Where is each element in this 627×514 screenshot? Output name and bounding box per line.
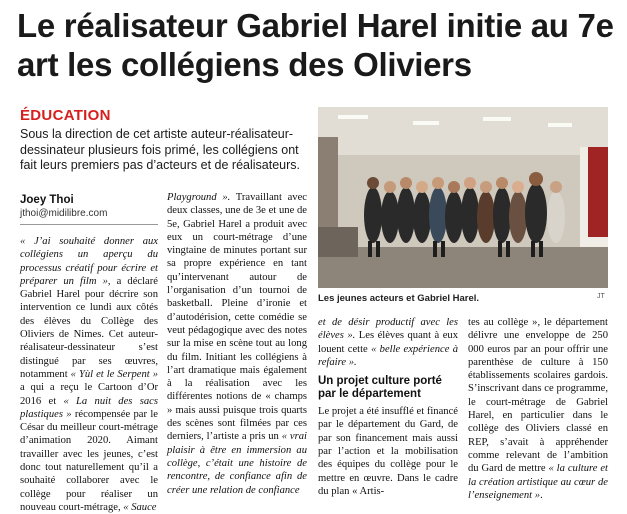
photo-caption: Les jeunes acteurs et Gabriel Harel. [318, 293, 480, 304]
subheading: Un projet culture porté par le département [318, 375, 442, 401]
quote: « la culture et la création artistique au cœur de l’enseignement » [468, 463, 608, 501]
quote: « La nuit des sacs plastiques » [20, 395, 158, 420]
photo-credit: JT [597, 293, 605, 300]
article-column-3 [318, 316, 458, 498]
body-text: , a déclaré Gabriel Harel pour décrire son intervention ce lundi aux côtés des élèves du Collège des Oliviers de Nimes. Cet auteur-réalisateur-dessinateur s’est distingué par ses œuvres, notamment [20, 275, 158, 380]
body-text: récompensée par le César du meilleur court-métrage d’animation 2020. Aimant travailler avec les jeunes, c’est donc tout naturellement qu’il a souhaité collaborer avec le collège pour réaliser un nouveau court-métrage, [20, 408, 158, 513]
article-column-1 [20, 235, 158, 514]
body-text: Les élèves quant à eux louent cette [318, 330, 459, 355]
quote: « belle expérience à refaire ». [318, 343, 458, 368]
lead-paragraph: Sous la direction de cet artiste auteur-réalisateur-dessinateur plusieurs fois primé, les collégiens ont fait leurs premiers pas d’acteurs et de réalisateurs. [20, 127, 300, 173]
body-text: Le projet a été insufflé et financé par le département du Gard, de par son financement mais aussi par l’action et la mobilisation des équipes du collège pour le mettre en œuvre. Dans le cadre du plan « Artis- [318, 406, 458, 497]
quote: « J’ai souhaité donner aux collégiens un aperçu du processus créatif pour écrire et préparer un film » [20, 236, 158, 287]
group-photo-illustration [318, 107, 608, 288]
body-text: Travaillant avec deux classes, une de 3e et une de 5e, Gabriel Harel a produit avec eux un court-métrage d’une vingtaine de minutes portant sur sa propre expérience en tant qu’intervenant autour de l’organisation d’un tournoi de basketball. Pleine d’ironie et d’autodérision, cette comédie se veut pédagogique avec des notes sur la mise en scène tout au long du film. Initiant les collégiens à l’art dramatique mais également à la réalisation avec les différentes notions de « champs » mais aussi puisque trois quarts des scènes sont filmées par ces derniers, l’artiste a pris un [167, 192, 307, 443]
article-column-4 [468, 316, 608, 502]
quote: Playground ». [167, 192, 231, 203]
headline: Le réalisateur Gabriel Harel initie au 7e art les collégiens des Oliviers [17, 7, 614, 83]
quote: et de désir productif avec les élèves ». [318, 317, 458, 342]
byline-divider [20, 224, 158, 225]
article-photo [318, 107, 608, 288]
quote: « Sauce [123, 501, 157, 513]
quote: « vrai plaisir à être en immersion au collège, c’était une histoire de rencontre, de confiance afin de créer une relation de confiance [167, 431, 307, 496]
section-label: ÉDUCATION [20, 107, 111, 124]
article-column-2 [167, 191, 307, 497]
body-text: . [540, 489, 543, 501]
body-text: tes au collège », le département délivre une enveloppe de 250 000 euros par an pour offrir une parenthèse de culture à 150 établissements scolaires gardois. S’inscrivant dans ce programme, le court-métrage de Gabriel Harel, en particulier dans le collège des Oliviers classé en REP, s’avait à appréhender comme relevant de l’ambition du Gard de mettre [468, 317, 608, 475]
body-text: a qui a reçu le Cartoon d’Or 2016 et [20, 382, 158, 407]
quote: « Yùl et le Serpent » [70, 368, 158, 380]
author-name: Joey Thoi [20, 194, 74, 206]
author-email[interactable]: jthoi@midilibre.com [20, 208, 108, 219]
